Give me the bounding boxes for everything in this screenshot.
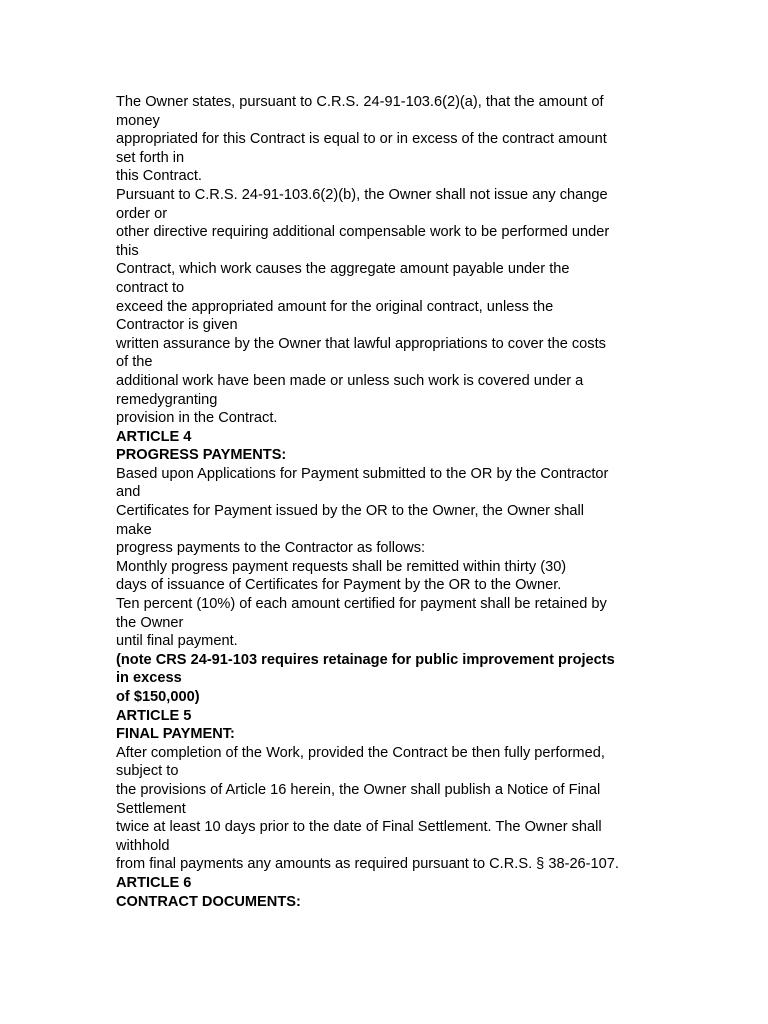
text-line: from final payments any amounts as required pursuant to C.R.S. § 38-26-107. [116, 856, 619, 873]
text-line: set forth in [116, 149, 185, 166]
heading-line: FINAL PAYMENT: [116, 726, 235, 743]
text-line: the provisions of Article 16 herein, the Owner shall publish a Notice of Final [116, 781, 601, 798]
text-line: money [116, 112, 160, 129]
text-line: and [116, 484, 141, 501]
text-line: make [116, 521, 152, 538]
text-line: order or [116, 205, 168, 222]
text-line: appropriated for this Contract is equal to or in excess of the contract amount [116, 131, 607, 148]
text-line: Pursuant to C.R.S. 24-91-103.6(2)(b), the Owner shall not issue any change [116, 186, 608, 203]
heading-line: in excess [116, 670, 182, 687]
heading-line: ARTICLE 6 [116, 874, 192, 891]
text-line: provision in the Contract. [116, 410, 278, 427]
heading-line: ARTICLE 5 [116, 707, 192, 724]
text-line: progress payments to the Contractor as follows: [116, 540, 426, 557]
text-line: twice at least 10 days prior to the date of Final Settlement. The Owner shall [116, 819, 602, 836]
text-line: Settlement [116, 800, 186, 817]
text-line: contract to [116, 279, 185, 296]
text-line: of the [116, 354, 153, 371]
text-line: written assurance by the Owner that lawful appropriations to cover the costs [116, 335, 606, 352]
text-line: exceed the appropriated amount for the original contract, unless the [116, 298, 554, 315]
text-line: this Contract. [116, 168, 202, 185]
text-line: subject to [116, 763, 179, 780]
heading-line: (note CRS 24-91-103 requires retainage for public improvement projects [116, 651, 615, 668]
text-line: Contractor is given [116, 317, 238, 334]
text-line: Certificates for Payment issued by the OR to the Owner, the Owner shall [116, 503, 585, 520]
text-line: until final payment. [116, 633, 238, 650]
text-line: Monthly progress payment requests shall be remitted within thirty (30) [116, 558, 567, 575]
text-line: this [116, 242, 139, 259]
heading-line: ARTICLE 4 [116, 428, 192, 445]
heading-line: PROGRESS PAYMENTS: [116, 447, 287, 464]
text-line: Contract, which work causes the aggregate amount payable under the [116, 261, 570, 278]
text-line: additional work have been made or unless such work is covered under a [116, 372, 584, 389]
document-page [116, 93, 656, 911]
text-line: Ten percent (10%) of each amount certified for payment shall be retained by [116, 596, 607, 613]
heading-line: of $150,000) [116, 689, 200, 705]
text-line: Based upon Applications for Payment submitted to the OR by the Contractor [116, 465, 609, 482]
text-line: the Owner [116, 614, 184, 631]
text-line: The Owner states, pursuant to C.R.S. 24-91-103.6(2)(a), that the amount of [116, 94, 604, 110]
text-line: withhold [116, 837, 170, 854]
text-line: remedygranting [116, 391, 218, 408]
text-line: After completion of the Work, provided the Contract be then fully performed, [116, 744, 605, 761]
text-line: other directive requiring additional compensable work to be performed under [116, 224, 610, 241]
heading-line: CONTRACT DOCUMENTS: [116, 893, 301, 910]
text-line: days of issuance of Certificates for Payment by the OR to the Owner. [116, 577, 562, 594]
